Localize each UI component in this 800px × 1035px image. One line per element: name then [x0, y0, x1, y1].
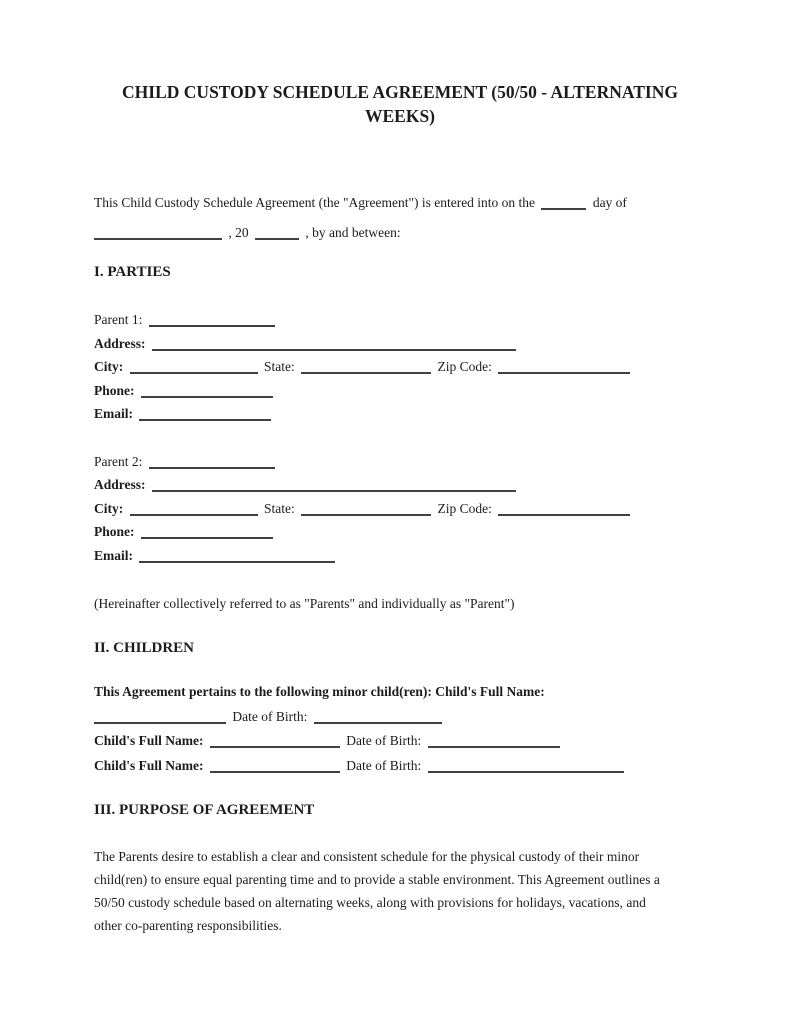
intro-line-2 [94, 218, 706, 248]
intro-line-1 [94, 188, 706, 218]
execution-day-blank[interactable] [541, 197, 586, 210]
parent1-email-label: Email: [94, 406, 133, 421]
child3-name-blank[interactable] [210, 760, 340, 773]
child2-dob-blank[interactable] [428, 735, 560, 748]
child1-row [94, 705, 706, 730]
child3-dob-blank[interactable] [428, 760, 624, 773]
intro-by-and-between-text: , by and between: [305, 225, 401, 240]
parent2-address-blank[interactable] [152, 479, 516, 492]
parent2-name-row [94, 450, 706, 474]
parent2-fields [94, 450, 706, 568]
parent2-phone-blank[interactable] [141, 526, 273, 539]
parent2-state-label: State: [264, 500, 295, 516]
purpose-line-2: child(ren) to ensure equal parenting time and to provide a stable environment. This Agreement outlines a [94, 872, 660, 887]
parent2-email-row [94, 544, 706, 568]
purpose-line-4: other co-parenting responsibilities. [94, 918, 282, 933]
document-title: CHILD CUSTODY SCHEDULE AGREEMENT (50/50 - ALTERNATING WEEKS) [122, 82, 678, 126]
parent1-city-label: City: [94, 359, 124, 374]
parent2-email-blank[interactable] [139, 550, 335, 563]
child2-dob-label: Date of Birth: [346, 733, 422, 748]
parent1-address-label: Address: [94, 335, 146, 351]
children-pertains-text: This Agreement pertains to the following minor child(ren): Child's Full Name: [94, 684, 545, 699]
parent1-name-blank[interactable] [149, 314, 275, 327]
parent1-state-blank[interactable] [301, 361, 431, 374]
parties-heading: I. PARTIES [94, 264, 171, 280]
purpose-heading: III. PURPOSE OF AGREEMENT [94, 802, 315, 818]
child2-name-blank[interactable] [210, 735, 340, 748]
hereinafter-text: (Hereinafter collectively referred to as "Parents" and individually as "Parent") [94, 596, 515, 611]
parent1-phone-blank[interactable] [141, 385, 273, 398]
execution-month-blank[interactable] [94, 227, 222, 240]
parent1-phone-label: Phone: [94, 382, 135, 398]
intro-text: This Child Custody Schedule Agreement (the "Agreement") is entered into on the [94, 195, 536, 210]
parent1-zip-blank[interactable] [498, 361, 630, 374]
parent2-address-label: Address: [94, 477, 146, 492]
parent1-email-row [94, 402, 706, 426]
parent1-label: Parent 1: [94, 312, 143, 327]
parent2-name-blank[interactable] [149, 456, 275, 469]
child2-row [94, 729, 706, 754]
child2-name-label: Child's Full Name: [94, 733, 204, 748]
purpose-line-3: 50/50 custody schedule based on alternating weeks, along with provisions for holidays, vacations, and [94, 895, 646, 910]
parent2-city-label: City: [94, 500, 124, 516]
children-fields [94, 680, 706, 778]
parent2-phone-label: Phone: [94, 524, 135, 539]
purpose-line-1: The Parents desire to establish a clear and consistent schedule for the physical custody of their minor [94, 849, 640, 864]
parent2-city-state-zip-row [94, 497, 706, 521]
parent1-city-blank[interactable] [130, 361, 258, 374]
parent1-phone-row [94, 379, 706, 403]
parent1-address-blank[interactable] [152, 338, 516, 351]
child3-dob-label: Date of Birth: [346, 757, 422, 773]
parent1-zip-label: Zip Code: [437, 359, 492, 374]
parent2-state-blank[interactable] [301, 503, 431, 516]
child3-name-label: Child's Full Name: [94, 757, 204, 773]
intro-day-of-text: day of [592, 195, 627, 210]
intro-year-prefix-text: , 20 [228, 225, 249, 240]
parent1-state-label: State: [264, 359, 295, 374]
execution-year-blank[interactable] [255, 227, 299, 240]
intro-paragraph [94, 188, 706, 248]
parent2-address-row [94, 473, 706, 497]
child1-dob-label: Date of Birth: [232, 708, 308, 724]
parent2-zip-label: Zip Code: [437, 500, 492, 516]
parent1-city-state-zip-row [94, 355, 706, 379]
parent2-label: Parent 2: [94, 453, 143, 469]
child3-row [94, 754, 706, 779]
parent1-name-row [94, 308, 706, 332]
parent1-address-row [94, 332, 706, 356]
parent2-phone-row [94, 520, 706, 544]
parent1-fields [94, 308, 706, 426]
purpose-paragraph [94, 845, 706, 937]
child1-name-blank[interactable] [94, 711, 226, 724]
child1-dob-blank[interactable] [314, 711, 442, 724]
parent2-city-blank[interactable] [130, 503, 258, 516]
children-heading: II. CHILDREN [94, 640, 195, 656]
parent1-email-blank[interactable] [139, 408, 271, 421]
parent2-email-label: Email: [94, 547, 133, 563]
parent2-zip-blank[interactable] [498, 503, 630, 516]
